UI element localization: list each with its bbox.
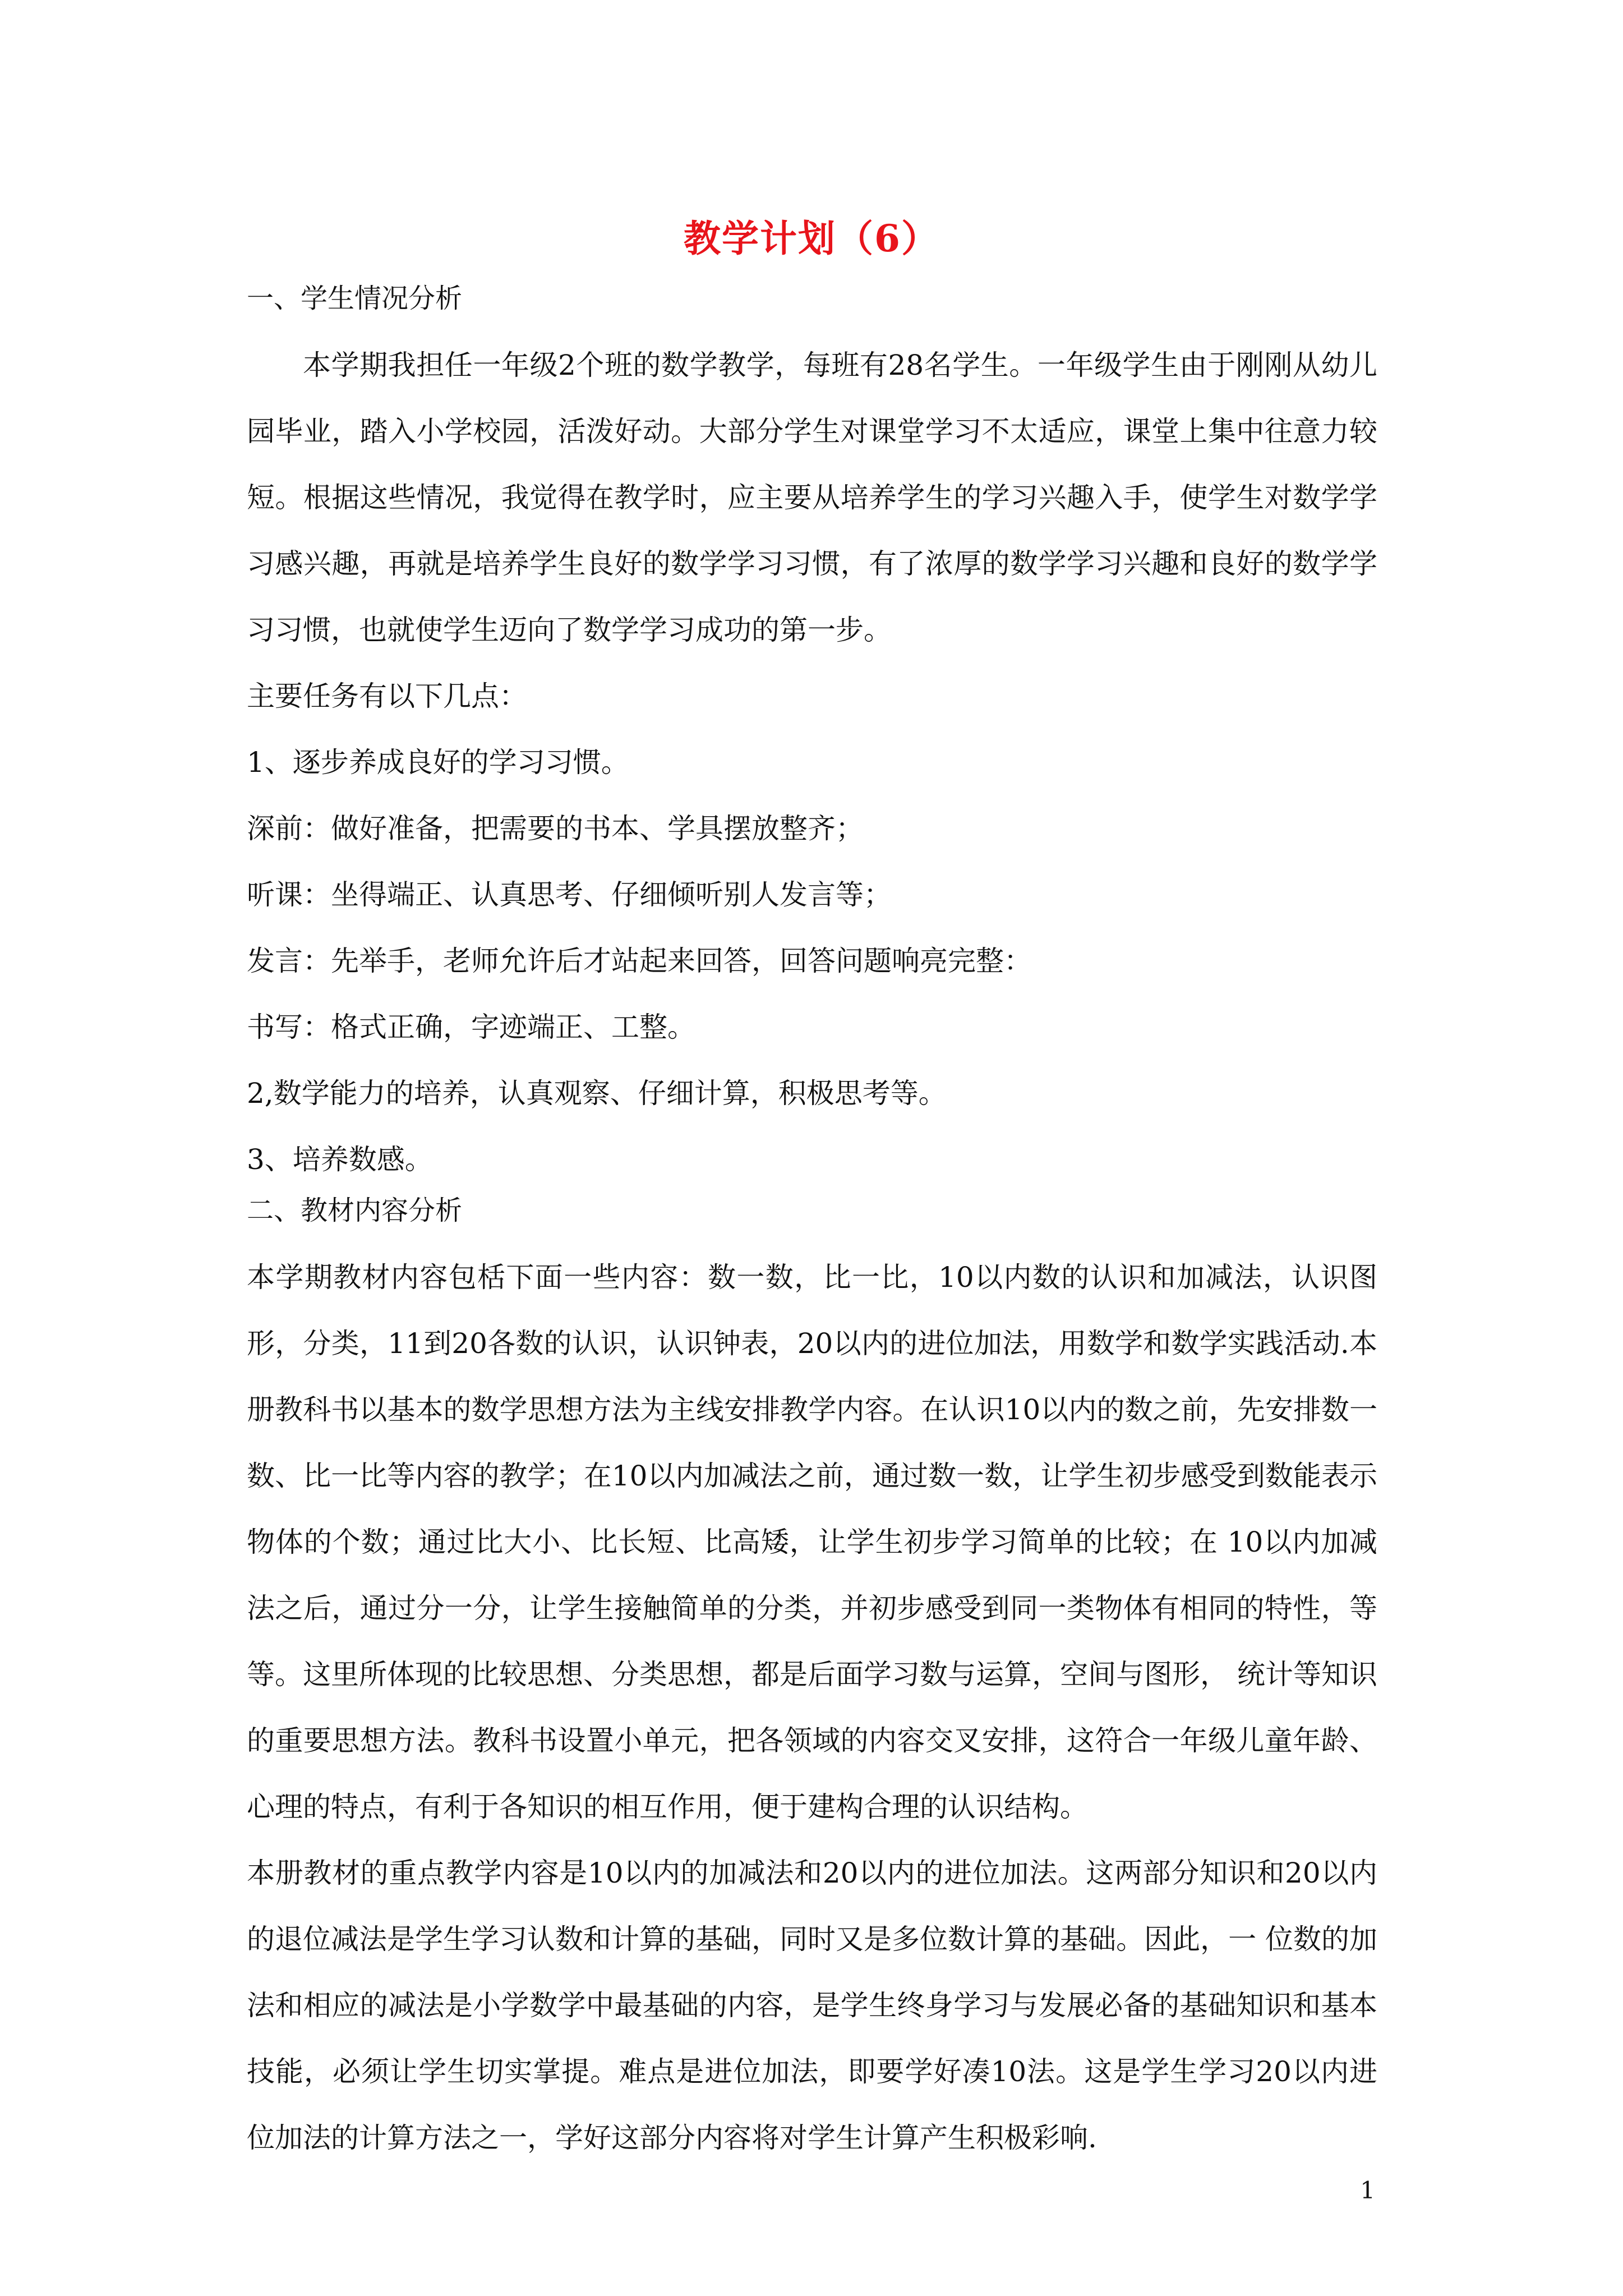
page-number: 1 [1360,2177,1375,2204]
section-heading-student-analysis: 一、学生情况分析 [247,283,463,314]
document-body [247,280,1377,2171]
task-item: 3、培养数感。 [247,1143,433,1176]
section-heading-textbook-analysis: 二、教材内容分析 [247,1195,463,1226]
task-item: 书写：格式正确，字迹端正、工整。 [247,1011,695,1043]
task-item: 深前：做好准备，把需要的书本、学具摆放整齐； [247,812,864,845]
page-title: 教学计划（6） [684,217,939,260]
task-item: 1、逐步养成良好的学习习惯。 [247,746,629,779]
textbook-analysis-paragraph-2: 本册教材的重点教学内容是10以内的加减法和20以内的进位加法。这两部分知识和20以内的退位减法是学生学习认数和计算的基础，同时又是多位数计算的基础。因此，一 位数的加法和相应的减法是小学数学中最基础的内容，是学生终身学习与发展必备的基础知识和基本技能，必须让学生切实掌提。难点是进位加法，即要学好凑10法。这是学生学习20以内进位加法的计算方法之一，学好这部分内容将对学生计算产生积极彩响. [247,1857,1377,2154]
task-item: 2,数学能力的培养，认真观察、仔细计算，积极思考等。 [247,1077,947,1110]
task-item: 发言：先举手，老师允许后才站起来回答，回答问题响亮完整： [247,945,1032,977]
task-item: 听课：坐得端正、认真思考、仔细倾听别人发言等； [247,878,892,911]
student-analysis-paragraph: 本学期我担任一年级2个班的数学教学，每班有28名学生。一年级学生由于刚刚从幼儿园毕业，踏入小学校园，活泼好动。大部分学生对课堂学习不太适应，课堂上集中往意力较短。根据这些情况，我觉得在教学时，应主要从培养学生的学习兴趣入手，使学生对数学学习感兴趣，再就是培养学生良好的数学学习习惯，有了浓厚的数学学习兴趣和良好的数学学习习惯，也就使学生迈向了数学学习成功的第一步。 [247,349,1377,646]
textbook-analysis-paragraph-1: 本学期教材内容包栝下面一些内容：数一数，比一比，10以内数的认识和加减法，认识图形，分类，11到20各数的认识，认识钟表，20以内的进位加法，用数学和数学实践活动.本册教科书以基本的数学思想方法为主线安排教学内容。在认识10以内的数之前，先安排数一数、比一比等内容的教学；在10以内加减法之前，通过数一数，让学生初步感受到数能表示物体的个数；通过比大小、比长短、比高矮，让学生初步学习简单的比较；在 10以内加减法之后，通过分一分，让学生接触简单的分类，并初步感受到同一类物体有相同的特性，等等。这里所体现的比较思想、分类思想，都是后面学习数与运算，空间与图形， 统计等知识的重要思想方法。教科书设置小单元，把各领域的内容交叉安排，这符合一年级儿童年龄、心理的特点，有利于各知识的相互作用，便于建构合理的认识结构。 [247,1261,1377,1823]
tasks-heading: 主要任务有以下几点： [247,680,527,712]
